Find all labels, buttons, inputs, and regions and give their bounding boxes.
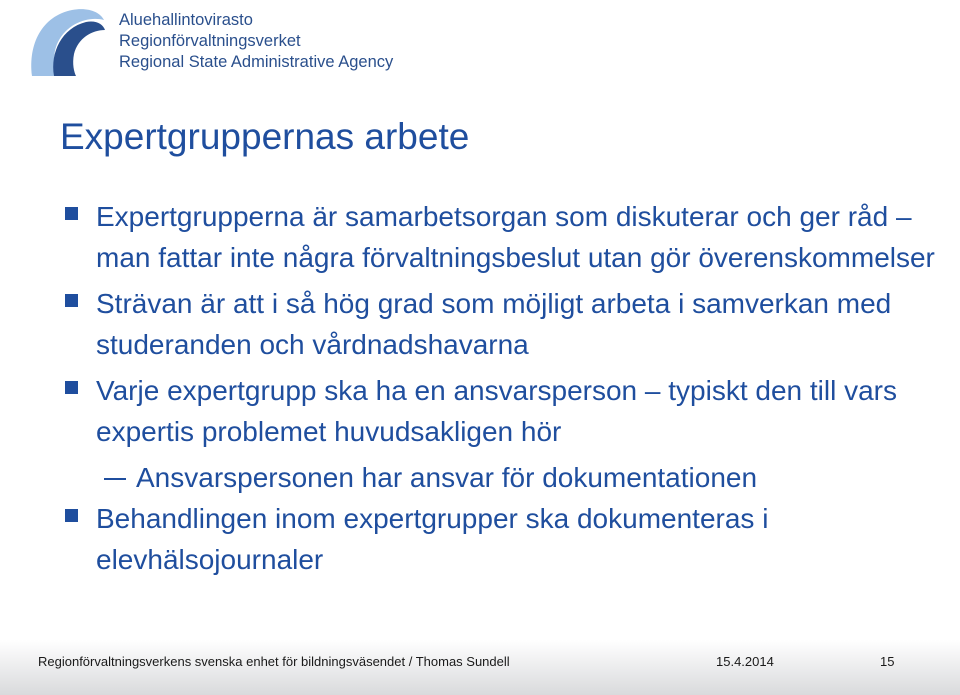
agency-name-english: Regional State Administrative Agency bbox=[119, 53, 394, 71]
bullet-item bbox=[60, 498, 940, 580]
sub-bullet-item bbox=[60, 457, 940, 498]
dash-bullet-icon bbox=[104, 478, 126, 480]
bullet-item bbox=[60, 196, 940, 278]
bullet-text: Varje expertgrupp ska ha en ansvarsperson – typiskt den till vars expertis problemet huvudsakligen hör bbox=[96, 375, 898, 447]
agency-name-swedish: Regionförvaltningsverket bbox=[119, 32, 301, 50]
square-bullet-icon bbox=[65, 207, 78, 220]
footer-author: Regionförvaltningsverkens svenska enhet för bildningsväsendet / Thomas Sundell bbox=[38, 654, 510, 669]
square-bullet-icon bbox=[65, 381, 78, 394]
sub-bullet-text: Ansvarspersonen har ansvar för dokumentationen bbox=[136, 462, 758, 493]
square-bullet-icon bbox=[65, 294, 78, 307]
slide-footer bbox=[0, 640, 960, 695]
bullet-text: Behandlingen inom expertgrupper ska dokumenteras i elevhälsojournaler bbox=[96, 503, 769, 575]
agency-name-finnish: Aluehallintovirasto bbox=[119, 11, 253, 29]
bullet-text: Expertgrupperna är samarbetsorgan som diskuterar och ger råd – man fattar inte några förvaltningsbeslut utan gör överenskommelser bbox=[96, 201, 935, 273]
footer-page-number: 15 bbox=[880, 654, 895, 669]
bullet-list bbox=[60, 196, 940, 580]
bullet-text: Strävan är att i så hög grad som möjligt arbeta i samverkan med studeranden och vårdnadshavarna bbox=[96, 288, 892, 360]
agency-name bbox=[119, 10, 393, 73]
bullet-item bbox=[60, 370, 940, 452]
footer-date: 15.4.2014 bbox=[716, 654, 774, 669]
square-bullet-icon bbox=[65, 509, 78, 522]
agency-logo-icon bbox=[28, 6, 106, 78]
slide-title: Expertgruppernas arbete bbox=[60, 116, 470, 157]
bullet-item bbox=[60, 283, 940, 365]
